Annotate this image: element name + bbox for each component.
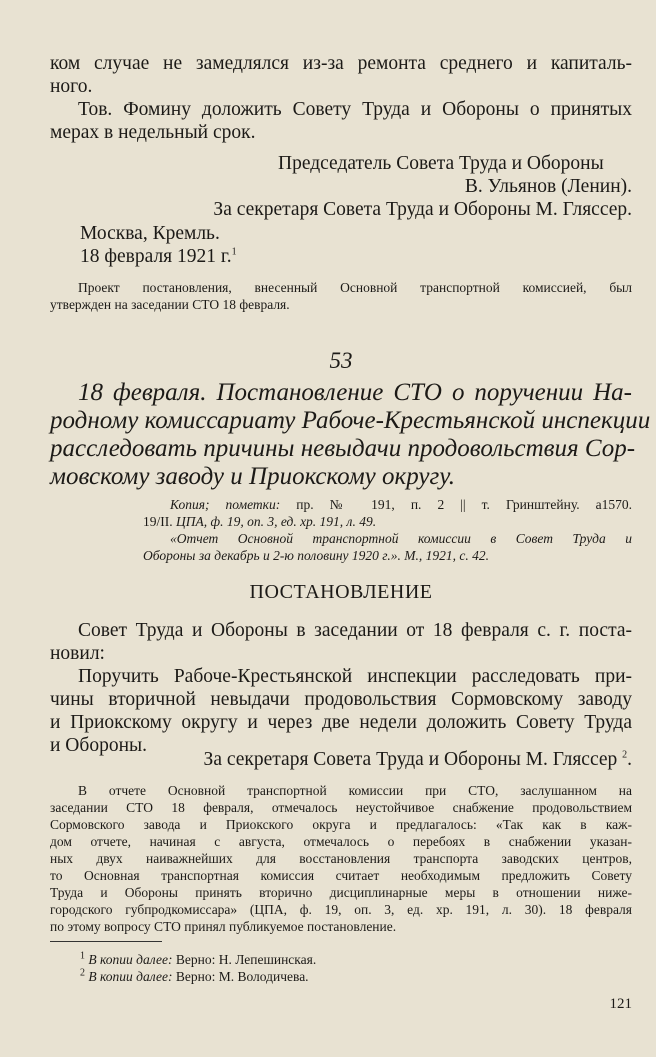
document-title: мовскому заводу и Приокскому округу. xyxy=(50,463,455,490)
signature-name: В. Ульянов (Ленин). xyxy=(464,176,632,197)
footnote: $^2$ В копии далее: Верно: М. Володичева. xyxy=(80,967,309,984)
body-line: и Обороны. xyxy=(50,735,147,756)
document-title: 18 февраля. Постановление СТО о поручении На- xyxy=(78,379,632,406)
note-line: городского губпродкомиссара» (ЦПА, ф. 19, оп. 3, ед. хр. 191, л. 30). 18 февраля xyxy=(50,902,632,917)
text-line: ком случае не замедлялся из-за ремонта среднего и капиталь- xyxy=(50,53,632,74)
section-heading: ПОСТАНОВЛЕНИЕ xyxy=(249,581,433,603)
body-line: Поручить Рабоче-Крестьянской инспекции расследовать при- xyxy=(78,666,632,687)
body-line: чины вторичной невыдачи продовольствия Сормовскому заводу xyxy=(50,689,632,710)
note-line: В отчете Основной транспортной комиссии при СТО, заслушанном на xyxy=(78,783,632,798)
body-line: и Приокскому округу и через две недели доложить Совету Труда xyxy=(50,712,632,733)
note-line: по этому вопросу СТО принял публикуемое постановление. xyxy=(50,919,397,934)
secretary-signature: За секретаря Совета Труда и Обороны М. Гляссер $^2$. xyxy=(203,749,632,770)
text-line: Тов. Фомину доложить Совету Труда и Обороны о принятых xyxy=(78,99,632,120)
note-line: Труда и Обороны принять вторично дисциплинарные меры в отношении ниже- xyxy=(50,885,632,900)
note-line: то Основная транспортная комиссия считает необходимым предложить Совету xyxy=(50,868,632,883)
note-line: заседании СТО 18 февраля, отмечалось неустойчивое снабжение продовольствием xyxy=(50,800,632,815)
note-line: дом отчете, начиная с августа, отмечалось о перебоях в снабжении указан- xyxy=(50,834,632,849)
body-line: новил: xyxy=(50,643,105,664)
document-number: 53 xyxy=(329,348,353,373)
text-line: мерах в недельный срок. xyxy=(50,122,256,143)
page-number: 121 xyxy=(609,996,632,1012)
source-line: Копия; пометки: пр. № 191, п. 2 || т. Гринштейну. а1570. xyxy=(170,497,633,512)
note-line: Проект постановления, внесенный Основной транспортной комиссией, был xyxy=(78,280,632,295)
note-line: ных двух наиважнейших для восстановления транспорта заводских центров, xyxy=(50,851,632,866)
text-line: ного. xyxy=(50,76,93,97)
footnote: $^1$ В копии далее: Верно: Н. Лепешинская. xyxy=(80,950,317,967)
source-line: «Отчет Основной транспортной комиссии в Совет Труда и xyxy=(170,531,632,546)
footnote-divider xyxy=(50,941,162,942)
body-line: Совет Труда и Обороны в заседании от 18 февраля с. г. поста- xyxy=(78,620,632,641)
note-line: утвержден на заседании СТО 18 февраля. xyxy=(50,297,290,312)
date-line: 18 февраля 1921 г.$^1$ xyxy=(80,246,237,267)
signature-title: Председатель Совета Труда и Обороны xyxy=(278,153,604,174)
place-line: Москва, Кремль. xyxy=(80,223,220,244)
document-title: расследовать причины невыдачи продовольствия Сор- xyxy=(50,435,636,462)
secretary-signature: За секретаря Совета Труда и Обороны М. Гляссер. xyxy=(213,199,632,220)
document-title: родному комиссариату Рабоче-Крестьянской инспекции xyxy=(50,407,651,434)
source-line: Обороны за декабрь и 2-ю половину 1920 г.». М., 1921, с. 42. xyxy=(143,548,489,563)
note-line: Сормовского завода и Приокского округа и предлагалось: «Так как в каж- xyxy=(50,817,632,832)
source-line: 19/II. ЦПА, ф. 19, оп. 3, ед. хр. 191, л. 49. xyxy=(143,514,377,529)
